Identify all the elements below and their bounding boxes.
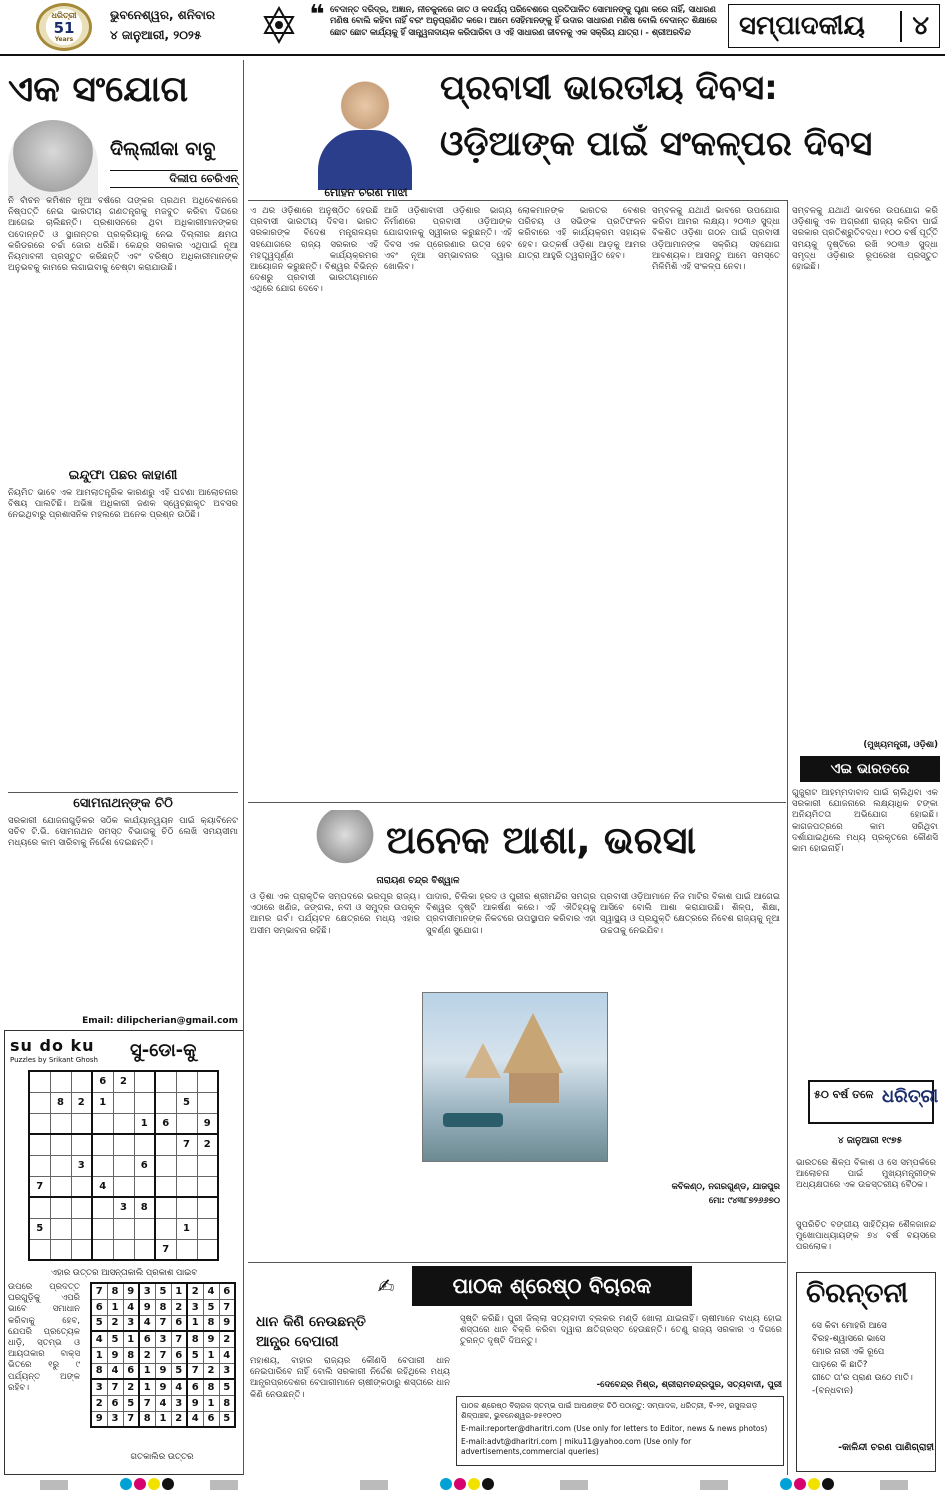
sudoku-solution-cell: 9 <box>155 1379 171 1395</box>
second-col-1: ଓ ଡ଼ିଶା ଏକ ପ୍ରାକୃତିକ ସମ୍ପଦରେ ଭରପୂର ରାଜ୍ୟ। ଏଠାରେ ଖଣିଜ, ଜଙ୍ଗଲ, ନଦୀ ଓ ସମୁଦ୍ର ଉପକୂଳ ଆମର ଗର୍ବ। ପର୍ଯ୍ୟଟନ କ୍ଷେତ୍ରରେ ମଧ୍ୟ ଏହାର ଅସୀମ ସମ୍ଭାବନା ରହିଛି। <box>250 892 420 936</box>
sudoku-solution-cell: 4 <box>187 1411 203 1427</box>
column-body: ନି ର୍ବାଚନ କମିଶନ ନୂଆ ବର୍ଷରେ ତାଙ୍କର ପ୍ରଥମ ଅଧିବେଶନରେ ନିଷ୍ପତ୍ତି ନେଇ ଭାରତୀୟ ଗଣତନ୍ତ୍ରକୁ ମଜବୁତ କରିବା ଦିଗରେ ଆଗେଇ ଚାଲିଛନ୍ତି। ପ୍ରଶାସନରେ ଥିବା ଅଧିକାରୀମାନଙ୍କର ପଦୋନ୍ନତି ଓ ସ୍ଥାନାନ୍ତର ପ୍ରକ୍ରିୟାକୁ ନେଇ ଦିଲ୍ଲୀର କ୍ଷମତା କରିଡରରେ ଚର୍ଚ୍ଚା ଜୋର ଧରିଛି। କେନ୍ଦ୍ର ସରକାର ଏଥିପାଇଁ ନୂଆ ନିୟମାବଳୀ ପ୍ରସ୍ତୁତ କରିଛନ୍ତି ଏବଂ ବରିଷ୍ଠ ଅଧିକାରୀମାନଙ୍କ ଅନୁଭବକୁ କାମରେ ଲଗାଇବାକୁ ଚେଷ୍ଟା କରାଯାଉଛି। <box>8 196 238 274</box>
sudoku-puzzle-cell[interactable] <box>155 1071 176 1092</box>
sudoku-puzzle-cell[interactable] <box>113 1176 134 1197</box>
sudoku-puzzle-cell[interactable] <box>176 1239 197 1260</box>
sudoku-solution-cell: 9 <box>155 1363 171 1379</box>
sudoku-solution-cell: 1 <box>203 1347 219 1363</box>
sudoku-solution-cell: 2 <box>171 1411 187 1427</box>
lead-col-1: ଏ ଥର ଓଡ଼ିଶାରେ ଅନୁଷ୍ଠିତ ହେଉଛି ପ୍ରବାସୀ ଭାରତୀୟ ଦିବସ। ଭାରତ ସରକାରଙ୍କ ବିଦେଶ ମନ୍ତ୍ରାଳୟର ସହଯୋଗରେ ରାଜ୍ୟ ସରକାର ଏହି ମହତ୍ତ୍ୱପୂର୍ଣ୍ଣ କାର୍ଯ୍ୟକ୍ରମର ଆୟୋଜନ କରୁଛନ୍ତି। ବିଶ୍ୱର ବିଭିନ୍ନ ଦେଶରୁ ପ୍ରବାସୀ ଭାରତୀୟମାନେ ଏଥିରେ ଯୋଗ ଦେବେ। <box>250 206 378 295</box>
sudoku-solution-cell: 9 <box>187 1395 203 1411</box>
sudoku-puzzle-cell[interactable]: 2 <box>113 1071 134 1092</box>
sudoku-solution-cell: 9 <box>219 1315 235 1331</box>
sudoku-puzzle-cell[interactable] <box>71 1239 92 1260</box>
dateline-date: ୪ ଜାନୁଆରୀ, ୨୦୨୫ <box>110 28 202 42</box>
letter-body-2: ସୃଷ୍ଟି କରିଛି। ପୁରୀ ଜିଲ୍ଲା ସତ୍ୟବାଦୀ ବ୍ଲକର ମଣ୍ଡି ଖୋଲା ଯାଇନାହିଁ। ଚାଷୀମାନେ ବାଧ୍ୟ ହୋଇ ଶସ୍ତାରେ ଧାନ ବିକ୍ରି କରିବା ଦ୍ୱାରା କ୍ଷତିଗ୍ରସ୍ତ ହେଉଛନ୍ତି। ତେଣୁ ରାଜ୍ୟ ସରକାର ଏ ଦିଗରେ ତୁରନ୍ତ ଦୃଷ୍ଟି ଦିଅନ୍ତୁ। <box>460 1314 782 1347</box>
sudoku-solution-cell: 8 <box>203 1379 219 1395</box>
sudoku-solution-cell: 5 <box>219 1411 235 1427</box>
sudoku-puzzle-cell[interactable] <box>113 1134 134 1155</box>
sudoku-puzzle-cell[interactable]: 9 <box>197 1113 218 1134</box>
sudoku-solution-cell: 6 <box>187 1379 203 1395</box>
sudoku-puzzle-cell[interactable] <box>29 1092 50 1113</box>
fifty-years-paper: ଧରିତ୍ରୀ <box>882 1086 939 1107</box>
sudoku-puzzle-cell[interactable] <box>50 1155 71 1176</box>
sudoku-solution-cell: 9 <box>107 1347 123 1363</box>
sudoku-solution-cell: 8 <box>139 1411 155 1427</box>
sudoku-solution-cell: 7 <box>107 1379 123 1395</box>
sudoku-puzzle-cell[interactable] <box>71 1071 92 1092</box>
sudoku-solution-cell: 8 <box>203 1315 219 1331</box>
sudoku-puzzle-cell[interactable]: 3 <box>71 1155 92 1176</box>
sudoku-solution-cell: 7 <box>123 1411 139 1427</box>
letter-body: ମହାଶୟ, ବାହାର ରାଜ୍ୟର କୌଣସି ବେପାରୀ ଧାନ ନେଇପାରିବେ ନାହିଁ ବୋଲି ସରକାରୀ ନିର୍ଦ୍ଦେଶ ରହିଥିଲେ ମଧ୍ୟ ଆନ୍ଧ୍ରପ୍ରଦେଶର ବେପାରୀମାନେ ଚାଷୀଙ୍କଠାରୁ ଶସ୍ତାରେ ଧାନ କିଣି ନେଉଛନ୍ତି। <box>250 1356 450 1400</box>
sudoku-puzzle-cell[interactable] <box>155 1176 176 1197</box>
sudoku-solution-cell: 9 <box>91 1411 107 1427</box>
sudoku-solution-cell: 4 <box>91 1331 107 1347</box>
lead-col-3: ଲୋକମାନଙ୍କ ଭାରତର ବେଶର ପରିଚୟ ଓ ସଭିଙ୍କ ପ୍ରତିଫଳନ କରିବାରେ ଏହି କାର୍ଯ୍ୟକ୍ରମ ସହାୟକ ହେବ। ଉତ୍କର୍ଷ ଓଡ଼ିଶା ଆଡ଼କୁ ଆମର ଯାତ୍ରା ଆହୁରି ତ୍ୱରାନ୍ୱିତ ହେବ। <box>518 206 646 261</box>
sudoku-puzzle-cell[interactable] <box>50 1218 71 1239</box>
sudoku-solution-cell: 1 <box>155 1411 171 1427</box>
sudoku-puzzle-row <box>29 1197 218 1218</box>
sudoku-solution-cell: 8 <box>155 1299 171 1315</box>
sudoku-puzzle-cell[interactable] <box>92 1155 113 1176</box>
sudoku-solution-cell: 6 <box>139 1331 155 1347</box>
chirantani-title: ଚିରନ୍ତନୀ <box>806 1278 909 1309</box>
sudoku-solution-cell: 5 <box>203 1299 219 1315</box>
logo-sub: Years <box>54 36 74 43</box>
sudoku-puzzle-cell[interactable]: 6 <box>92 1071 113 1092</box>
section-title: ସମ୍ପାଦକୀୟ <box>739 10 865 41</box>
sudoku-solution-cell: 3 <box>171 1395 187 1411</box>
sudoku-puzzle-cell[interactable] <box>113 1155 134 1176</box>
sudoku-puzzle-cell[interactable] <box>197 1155 218 1176</box>
second-author: ନାରାୟଣ ଚନ୍ଦ୍ର ବିଶ୍ୱାଳ <box>376 876 460 886</box>
sudoku-solution-cell: 2 <box>219 1331 235 1347</box>
sudoku-puzzle-cell[interactable] <box>50 1113 71 1134</box>
lead-author: ମୋହନ ଚରଣ ମାଝୀ <box>324 186 408 199</box>
sudoku-solution-caption: ଗତକାଲିର ଉତ୍ତର <box>130 1452 194 1462</box>
sudoku-puzzle-cell[interactable]: 1 <box>134 1113 155 1134</box>
sudoku-puzzle-cell[interactable] <box>134 1176 155 1197</box>
sudoku-puzzle-cell[interactable]: 1 <box>176 1218 197 1239</box>
star-emblem-icon <box>262 6 296 46</box>
sudoku-puzzle-cell[interactable] <box>155 1134 176 1155</box>
sudoku-solution-cell: 4 <box>171 1379 187 1395</box>
sudoku-puzzle-cell[interactable] <box>113 1113 134 1134</box>
dateline-city: ଭୁବନେଶ୍ୱର, ଶନିବାର <box>110 8 215 22</box>
sudoku-solution-cell: 3 <box>139 1283 155 1299</box>
sudoku-puzzle-cell[interactable] <box>92 1134 113 1155</box>
second-col-3: ପ୍ରବାସୀ ଓଡ଼ିଆମାନେ ନିଜ ମାଟିର ବିକାଶ ପାଇଁ ଆଗେଇ ଆସିବେ ବୋଲି ଆଶା କରାଯାଉଛି। ଶିଳ୍ପ, ଶିକ୍ଷା, ସ୍ୱାସ୍ଥ୍ୟ ଓ ପ୍ରଯୁକ୍ତି କ୍ଷେତ୍ରରେ ନିବେଶ ରାଜ୍ୟକୁ ନୂଆ ଉଚ୍ଚତାକୁ ନେଇଯିବ। <box>600 892 780 936</box>
sudoku-puzzle-cell[interactable] <box>155 1218 176 1239</box>
sudoku-solution-cell: 7 <box>187 1363 203 1379</box>
column-byline: ଦିଲ୍ଲୀକା ବାବୁ <box>110 138 216 160</box>
sudoku-puzzle-cell[interactable] <box>134 1071 155 1092</box>
page-number: ୪ <box>900 11 929 42</box>
side-signoff: (ମୁଖ୍ୟମନ୍ତ୍ରୀ, ଓଡ଼ିଶା) <box>863 740 938 750</box>
sudoku-solution-cell: 2 <box>171 1299 187 1315</box>
sudoku-solution-cell: 2 <box>187 1283 203 1299</box>
contact-line-1: ପାଠକ ଶ୍ରେଷ୍ଠ ବିଚାରକ ସ୍ତମ୍ଭ ପାଇଁ ଆପଣଙ୍କ ଚିଠି ପଠାନ୍ତୁ: ସମ୍ପାଦକ, ଧରିତ୍ରୀ, ବି-୨୧, ରସୁଲଗଡ଼ ଶିଳ୍ପାଞ୍ଚଳ, ଭୁବନେଶ୍ୱର-୭୫୧୦୧୦ <box>461 1401 758 1420</box>
second-col-2: ପାଦାର, ଚିଲିକା ହ୍ରଦ ଓ ପୁରୀର ଶ୍ରୀମନ୍ଦିର ସମଗ୍ର ବିଶ୍ୱର ଦୃଷ୍ଟି ଆକର୍ଷଣ କରେ। ଏହି ଐତିହ୍ୟକୁ ପ୍ରବାସୀମାନଙ୍କ ନିକଟରେ ଉପସ୍ଥାପନ କରିବାର ଏହା ସୁବର୍ଣ୍ଣ ସୁଯୋଗ। <box>426 892 596 936</box>
column-body-2: ନିୟମିତ ଭାବେ ଏକ ଆମଲାତନ୍ତ୍ରିକ କାରଣରୁ ଏହି ଘଟଣା ଆଲୋଚନାର ବିଷୟ ପାଲଟିଛି। ଅଭିଜ୍ଞ ଅଧିକାରୀ ଜଣକ ସ୍ୱେଚ୍ଛାକୃତ ଅବସର ନେଇଥିବାରୁ ପ୍ରଶାସନିକ ମହଲରେ ଅନେକ ପ୍ରଶ୍ନ ଉଠିଛି। <box>8 488 238 521</box>
sudoku-solution-cell: 1 <box>187 1315 203 1331</box>
sudoku-solution-cell: 7 <box>155 1315 171 1331</box>
sudoku-puzzle-row <box>29 1176 218 1197</box>
sudoku-puzzle-cell[interactable] <box>197 1197 218 1218</box>
sudoku-solution-row <box>91 1315 235 1331</box>
contact-line-3[interactable]: E-mail:advt@dharitri.com | miku11@yahoo.com (Use only for advertisements,commercial queries) <box>461 1437 692 1456</box>
second-phone: ମୋ: ୯୪୩୮୭୨୬୬୭୦ <box>708 1196 780 1206</box>
sudoku-solution-row <box>91 1411 235 1427</box>
lead-col-2: ଆଜି ଓଡ଼ିଶାବାସୀ ଓଡ଼ିଶାର ଭାଗ୍ୟ ନିର୍ମାଣରେ ପ୍ରବାସୀ ଓଡ଼ିଆଙ୍କ ଯୋଗଦାନକୁ ସ୍ୱୀକାର କରୁଛନ୍ତି। ଏହି ଦିବସ ଏକ ପ୍ରେରଣାର ଉତ୍ସ ହେବ ଏବଂ ନୂଆ ସମ୍ଭାବନାର ଦ୍ୱାର ଖୋଲିବ। <box>384 206 512 273</box>
lead-headline-2: ଓଡ଼ିଆଙ୍କ ପାଇଁ ସଂକଳ୍ପର ଦିବସ <box>440 124 873 164</box>
temple-photo <box>422 992 608 1162</box>
logo-name: ଧରିତ୍ରୀ <box>51 11 77 20</box>
sudoku-credit: Puzzles by Srikant Ghosh <box>10 1056 98 1064</box>
masthead-quote: ବେଦାନ୍ତ ଦରିଦ୍ର, ଅଜ୍ଞାନ, ନୀଚକୁଳରେ ଜାତ ଓ କଦର୍ଯ୍ୟ ପରିବେଶରେ ପ୍ରତିପାଳିତ ସୋମାନଙ୍କୁ ଘୃଣା କରେ ନାହିଁ, ସାଧାରଣ ମଣିଷ ବୋଲି କହିବା ନାହିଁ ବରଂ ଅନୁପ୍ରାଣିତ କରେ। ଆମେ ସେହିମାନଙ୍କୁ ହିଁ ଉଦାର ସାଧାରଣ ମଣିଷ ବୋଲି ବେଦାନ୍ତ ଶିକ୍ଷାରେ ଛୋଟ ଛୋଟ କାର୍ଯ୍ୟକୁ ହିଁ ସାନ୍ତ୍ୱନାଦାୟକ କରିପାରିବା ଓ ଏହି ସାଧାରଣ ଜୀବନକୁ ଏକ ସକ୍ରିୟ ଯାତ୍ରା। - ଶ୍ରୀଅରବିନ୍ଦ <box>330 4 717 37</box>
sudoku-solution-cell: 8 <box>187 1331 203 1347</box>
sudoku-puzzle-row <box>29 1113 218 1134</box>
sudoku-puzzle-cell[interactable] <box>197 1092 218 1113</box>
sudoku-logo: su do ku <box>10 1036 95 1055</box>
sudoku-solution-cell: 3 <box>107 1411 123 1427</box>
fifty-item-1: ଭାରତରେ ଶିଳ୍ପ ବିକାଶ ଓ ସେ ସମ୍ପର୍କରେ ଆଲୋଚନା ପାଇଁ ମୁଖ୍ୟମନ୍ତ୍ରୀଙ୍କ ଅଧ୍ୟକ୍ଷତାରେ ଏକ ଉଚ୍ଚସ୍ତରୀୟ ବୈଠକ। <box>796 1158 936 1191</box>
sudoku-solution-cell: 2 <box>91 1395 107 1411</box>
sudoku-instructions: ଉପରେ ପ୍ରଦତ୍ତ ଘରଗୁଡ଼ିକୁ ଏପରି ଭାବେ ସମାଧାନ କରିବାକୁ ହେବ, ଯେପରି ପ୍ରତ୍ୟେକ ଧାଡ଼ି, ସ୍ତମ୍ଭ ଓ ଆୟତାକାର ବାକ୍ସ ଭିତରେ ୧ରୁ ୯ ପର୍ଯ୍ୟନ୍ତ ଅଙ୍କ ରହିବ। <box>8 1282 80 1393</box>
sudoku-puzzle-cell[interactable]: 3 <box>113 1197 134 1218</box>
sudoku-solution-row <box>91 1379 235 1395</box>
fifty-item-2: ସୁପରିଚିତ ବଙ୍ଗୀୟ ସାହିତ୍ୟିକ ଶୈଳଜାନନ୍ଦ ମୁଖୋପାଧ୍ୟାୟଙ୍କ ୭୪ ବର୍ଷ ବୟସରେ ପରଲୋକ। <box>796 1220 936 1253</box>
sudoku-puzzle-cell[interactable]: 6 <box>155 1113 176 1134</box>
sudoku-puzzle-cell[interactable]: 2 <box>71 1092 92 1113</box>
masthead <box>0 0 945 56</box>
sudoku-puzzle-cell[interactable] <box>29 1113 50 1134</box>
sudoku-puzzle-cell[interactable] <box>197 1218 218 1239</box>
sudoku-solution-cell: 6 <box>107 1395 123 1411</box>
reader-contact-box <box>456 1396 784 1466</box>
sudoku-solution-cell: 8 <box>107 1283 123 1299</box>
fifty-years-label: ୫୦ ବର୍ଷ ତଳେ <box>814 1088 874 1101</box>
sudoku-solution-cell: 3 <box>155 1331 171 1347</box>
sudoku-note: ଏହାର ଉତ୍ତର ଆସନ୍ତାକାଲି ପ୍ରକାଶ ପାଇବ <box>50 1268 198 1278</box>
author-email[interactable]: Email: dilipcherian@gmail.com <box>82 1016 238 1026</box>
pen-icon: ✍ <box>377 1274 395 1298</box>
sudoku-solution-cell: 5 <box>219 1379 235 1395</box>
sudoku-puzzle-cell[interactable]: 5 <box>176 1092 197 1113</box>
sudoku-solution-cell: 2 <box>139 1347 155 1363</box>
sudoku-puzzle-grid[interactable] <box>28 1070 219 1261</box>
sudoku-puzzle-cell[interactable]: 8 <box>50 1092 71 1113</box>
sudoku-solution-cell: 1 <box>171 1283 187 1299</box>
registration-mark-yellow <box>148 1478 160 1490</box>
sudoku-solution-row <box>91 1363 235 1379</box>
chief-minister-photo <box>300 60 430 190</box>
sudoku-puzzle-cell[interactable]: 4 <box>92 1176 113 1197</box>
sudoku-puzzle-cell[interactable] <box>155 1092 176 1113</box>
sudoku-solution-cell: 4 <box>107 1363 123 1379</box>
sudoku-puzzle-cell[interactable]: 8 <box>134 1197 155 1218</box>
sudoku-solution-cell: 4 <box>139 1315 155 1331</box>
sudoku-solution-grid <box>90 1282 236 1428</box>
sudoku-solution-row <box>91 1347 235 1363</box>
sudoku-solution-cell: 3 <box>123 1315 139 1331</box>
sudoku-puzzle-cell[interactable] <box>71 1176 92 1197</box>
sudoku-puzzle-cell[interactable] <box>155 1155 176 1176</box>
sudoku-puzzle-cell[interactable]: 7 <box>29 1176 50 1197</box>
sudoku-solution-cell: 4 <box>155 1395 171 1411</box>
sudoku-solution-cell: 9 <box>203 1331 219 1347</box>
sudoku-solution-cell: 1 <box>91 1347 107 1363</box>
author-photo <box>8 120 98 200</box>
sudoku-solution-cell: 6 <box>203 1411 219 1427</box>
second-author-photo <box>310 810 380 872</box>
fifty-years-date: ୪ ଜାନୁଆରୀ ୧୯୭୫ <box>837 1136 903 1146</box>
column-headline: ଏକ ସଂଯୋଗ <box>8 69 189 110</box>
sudoku-solution-cell: 8 <box>123 1347 139 1363</box>
sudoku-puzzle-cell[interactable] <box>134 1134 155 1155</box>
sudoku-puzzle-row <box>29 1134 218 1155</box>
logo-years: 51 <box>53 19 75 37</box>
sudoku-solution-cell: 5 <box>123 1395 139 1411</box>
sudoku-title: ସୁ-ଡୋ-କୁ <box>130 1040 197 1061</box>
sudoku-puzzle-cell[interactable] <box>50 1071 71 1092</box>
sudoku-solution-cell: 7 <box>91 1283 107 1299</box>
section-banner <box>728 4 940 48</box>
sudoku-puzzle-cell[interactable] <box>29 1197 50 1218</box>
sudoku-puzzle-cell[interactable]: 7 <box>176 1134 197 1155</box>
bharat-body: ଗୁଜୁରାଟ ଆହମ୍ମଦାବାଦ ପାଇଁ ଚାଲିଥିବା ଏକ ସରକାରୀ ଯୋଜନାରେ ଲକ୍ଷ୍ୟାଧିକ ଟଙ୍କା ଅନିୟମିତତା ଅଭିଯୋଗ ହୋଇଛି। କାଗଜପତ୍ରରେ କାମ ସରିଥିବା ଦର୍ଶାଯାଇଥିଲେ ମଧ୍ୟ ପ୍ରକୃତରେ କୌଣସି କାମ ହୋଇନାହିଁ। <box>792 788 938 855</box>
sudoku-puzzle-row <box>29 1239 218 1260</box>
sudoku-solution-cell: 2 <box>203 1363 219 1379</box>
registration-mark-cyan <box>120 1478 132 1490</box>
sudoku-puzzle-cell[interactable] <box>92 1113 113 1134</box>
sudoku-solution-row <box>91 1283 235 1299</box>
sudoku-puzzle-cell[interactable] <box>176 1197 197 1218</box>
sudoku-puzzle-cell[interactable]: 1 <box>92 1092 113 1113</box>
sudoku-solution-cell: 1 <box>203 1395 219 1411</box>
sudoku-puzzle-cell[interactable] <box>197 1239 218 1260</box>
sudoku-puzzle-cell[interactable] <box>113 1092 134 1113</box>
column-subhead-2: ସୋମନାଥନ୍‌ଙ୍କ ଚିଠି <box>73 796 173 811</box>
sudoku-solution-cell: 4 <box>203 1283 219 1299</box>
sudoku-solution-cell: 2 <box>123 1379 139 1395</box>
sudoku-puzzle-cell[interactable] <box>92 1218 113 1239</box>
letter-title-1: ଧାନ କିଣି ନେଉଛନ୍ତି <box>256 1314 366 1330</box>
sudoku-puzzle-cell[interactable] <box>134 1092 155 1113</box>
sudoku-puzzle-row <box>29 1155 218 1176</box>
sudoku-solution-cell: 6 <box>219 1283 235 1299</box>
lead-headline-1: ପ୍ରବାସୀ ଭାରତୀୟ ଦିବସ: <box>440 68 778 108</box>
sudoku-puzzle-cell[interactable] <box>50 1197 71 1218</box>
sudoku-solution-cell: 6 <box>171 1315 187 1331</box>
sudoku-solution-cell: 7 <box>155 1347 171 1363</box>
newspaper-logo[interactable] <box>36 3 92 51</box>
sudoku-puzzle-cell[interactable] <box>92 1197 113 1218</box>
sudoku-puzzle-cell[interactable]: 7 <box>155 1239 176 1260</box>
sudoku-puzzle-cell[interactable] <box>29 1071 50 1092</box>
bharat-banner: ଏଇ ଭାରତରେ <box>800 756 940 782</box>
sudoku-solution-cell: 1 <box>139 1379 155 1395</box>
sudoku-solution-cell: 6 <box>123 1363 139 1379</box>
sudoku-solution-cell: 4 <box>123 1299 139 1315</box>
sudoku-solution-cell: 9 <box>123 1283 139 1299</box>
sudoku-puzzle-cell[interactable] <box>92 1239 113 1260</box>
sudoku-solution-cell: 4 <box>219 1347 235 1363</box>
sudoku-puzzle-cell[interactable] <box>155 1197 176 1218</box>
sudoku-solution-cell: 5 <box>91 1315 107 1331</box>
contact-line-2[interactable]: E-mail:reporter@dharitri.com (Use only for letters to Editor, news & news photos) <box>461 1424 768 1433</box>
sudoku-solution-cell: 3 <box>219 1363 235 1379</box>
sudoku-solution-cell: 5 <box>107 1331 123 1347</box>
sudoku-puzzle-cell[interactable] <box>113 1239 134 1260</box>
sudoku-puzzle-cell[interactable]: 2 <box>197 1134 218 1155</box>
quote-icon: ❝ <box>309 0 325 30</box>
sudoku-puzzle-cell[interactable] <box>71 1134 92 1155</box>
sudoku-puzzle-cell[interactable] <box>197 1071 218 1092</box>
sudoku-puzzle-cell[interactable] <box>197 1176 218 1197</box>
sudoku-solution-cell: 9 <box>139 1299 155 1315</box>
column-subhead-1: ଇନ୍ଦୁଫା ପଛର କାହାଣୀ <box>68 468 178 483</box>
sudoku-puzzle-cell[interactable] <box>50 1134 71 1155</box>
sudoku-puzzle-row <box>29 1218 218 1239</box>
sudoku-puzzle-cell[interactable] <box>29 1134 50 1155</box>
sudoku-solution-cell: 5 <box>171 1363 187 1379</box>
side-col-body: ସମ୍ବଳକୁ ଯଥାର୍ଥ ଭାବରେ ଉପଯୋଗ କରି ଓଡ଼ିଶାକୁ ଏକ ଅଗ୍ରଣୀ ରାଜ୍ୟ କରିବା ପାଇଁ ସରକାର ପ୍ରତିଶ୍ରୁତିବଦ୍ଧ। ୧୦୦ ବର୍ଷ ପୂର୍ତ୍ତି ସମୟକୁ ଦୃଷ୍ଟିରେ ରଖି ୨୦୩୬ ସୁଦ୍ଧା ସମୃଦ୍ଧ ଓଡ଼ିଶାର ରୂପରେଖ ପ୍ରସ୍ତୁତ ହୋଇଛି। <box>792 206 938 273</box>
lead-col-4: ସମ୍ବଳକୁ ଯଥାର୍ଥ ଭାବରେ ଉପଯୋଗ କରିବା ଆମର ଲକ୍ଷ୍ୟ। ୨୦୩୬ ସୁଦ୍ଧା ବିକଶିତ ଓଡ଼ିଶା ଗଠନ ପାଇଁ ପ୍ରବାସୀ ଓଡ଼ିଆମାନଙ୍କ ସକ୍ରିୟ ସହଯୋଗ ଆବଶ୍ୟକ। ଆସନ୍ତୁ ଆମେ ସମସ୍ତେ ମିଳିମିଶି ଏହି ସଂକଳ୍ପ ନେବା। <box>652 206 780 273</box>
sudoku-puzzle-cell[interactable] <box>176 1113 197 1134</box>
sudoku-solution-cell: 2 <box>107 1315 123 1331</box>
sudoku-puzzle-cell[interactable] <box>176 1071 197 1092</box>
sudoku-puzzle-cell[interactable]: 5 <box>29 1218 50 1239</box>
sudoku-puzzle-cell[interactable] <box>29 1239 50 1260</box>
sudoku-puzzle-cell[interactable] <box>71 1113 92 1134</box>
sudoku-puzzle-cell[interactable] <box>134 1239 155 1260</box>
registration-mark-black <box>162 1478 174 1490</box>
sudoku-solution-cell: 7 <box>171 1331 187 1347</box>
sudoku-puzzle-cell[interactable]: 6 <box>134 1155 155 1176</box>
reader-banner: ପାଠକ ଶ୍ରେଷ୍ଠ ବିଚାରକ <box>412 1266 692 1306</box>
sudoku-puzzle-cell[interactable] <box>50 1176 71 1197</box>
letter-sign: -ଦେବେନ୍ଦ୍ର ମିଶ୍ର, ଶ୍ରୀରାମଚନ୍ଦ୍ରପୁର, ସତ୍ୟବାଦୀ, ପୁରୀ <box>596 1380 782 1390</box>
sudoku-puzzle-cell[interactable] <box>71 1197 92 1218</box>
sudoku-puzzle-row <box>29 1092 218 1113</box>
sudoku-solution-cell: 1 <box>107 1299 123 1315</box>
sudoku-solution-cell: 7 <box>219 1299 235 1315</box>
sudoku-puzzle-cell[interactable] <box>176 1176 197 1197</box>
sudoku-solution-cell: 3 <box>91 1379 107 1395</box>
sudoku-solution-cell: 7 <box>139 1395 155 1411</box>
sudoku-puzzle-cell[interactable] <box>176 1155 197 1176</box>
sudoku-solution-cell: 5 <box>155 1283 171 1299</box>
second-headline: ଅନେକ ଆଶା, ଭରସା <box>386 818 697 862</box>
sudoku-puzzle-cell[interactable] <box>113 1218 134 1239</box>
letter-title-2: ଆନ୍ଧ୍ର ବେପାରୀ <box>256 1334 339 1350</box>
sudoku-puzzle-row <box>29 1071 218 1092</box>
chirantani-poet: -କାଳିନ୍ଦୀ ଚରଣ ପାଣିଗ୍ରାହୀ <box>838 1442 934 1453</box>
second-author-address: କବିକଣ୍ଠ, ନଗରଗୁଣ୍ଡ, ଯାଜପୁର <box>671 1182 780 1192</box>
sudoku-solution-row <box>91 1331 235 1347</box>
sudoku-puzzle-cell[interactable] <box>134 1218 155 1239</box>
sudoku-solution-cell: 5 <box>187 1347 203 1363</box>
sudoku-puzzle-cell[interactable] <box>50 1239 71 1260</box>
sudoku-solution-cell: 8 <box>219 1395 235 1411</box>
sudoku-puzzle-cell[interactable] <box>71 1218 92 1239</box>
sudoku-solution-cell: 6 <box>171 1347 187 1363</box>
sudoku-solution-cell: 8 <box>91 1363 107 1379</box>
sudoku-solution-cell: 3 <box>187 1299 203 1315</box>
column-body-3: ସରକାରୀ ଯୋଜନାଗୁଡ଼ିକର ସଠିକ କାର୍ଯ୍ୟାନ୍ୱୟନ ପାଇଁ କ୍ୟାବିନେଟ ସଚିବ ଟି.ଭି. ସୋମନାଥନ ସମସ୍ତ ବିଭାଗକୁ ଚିଠି ଲେଖି ସମୟସୀମା ମଧ୍ୟରେ କାମ ସାରିବାକୁ ନିର୍ଦ୍ଦେଶ ଦେଇଛନ୍ତି। <box>8 816 238 849</box>
fifty-years-banner <box>808 1080 939 1124</box>
sudoku-puzzle-cell[interactable] <box>29 1155 50 1176</box>
column-author: ଦିଲୀପ ଚେରିଏନ୍ <box>110 170 238 188</box>
registration-mark-magenta <box>134 1478 146 1490</box>
chirantani-poem: ସେ କିବା ମୋହରି ଆସେ ବିରହ-ଶ୍ୱାସରେ ଭାସେ ମୋର ନାରୀ ଏକି ରୂପେ ପାଡ଼ରେ କି ଛାତି? ଗୀତେ ତା'ର ପ୍ରାଣ ଉଠେ ମାତି। -(ବନ୍ଧବାନ) <box>812 1321 913 1396</box>
sudoku-solution-row <box>91 1395 235 1411</box>
sudoku-solution-cell: 1 <box>123 1331 139 1347</box>
sudoku-solution-cell: 6 <box>91 1299 107 1315</box>
sudoku-solution-row <box>91 1299 235 1315</box>
sudoku-solution-cell: 1 <box>139 1363 155 1379</box>
